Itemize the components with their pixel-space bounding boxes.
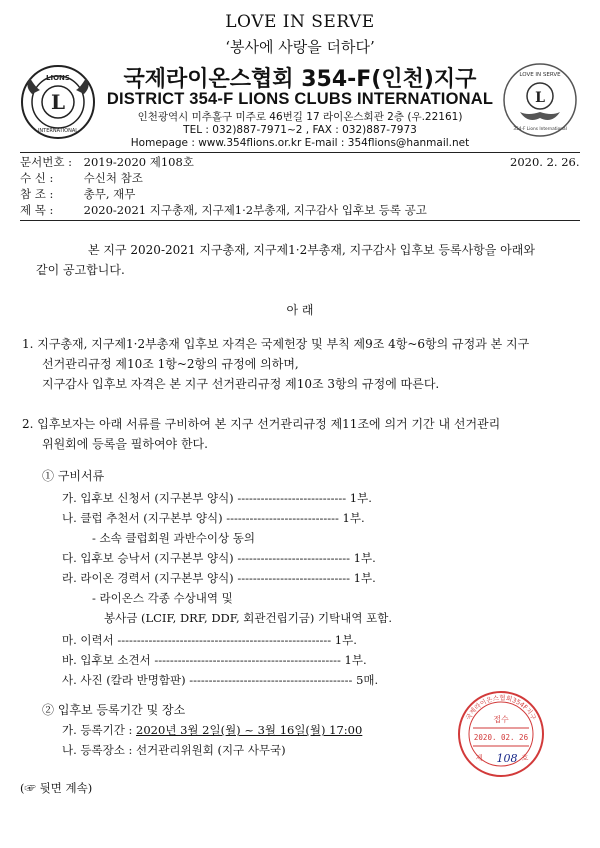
org-tel-fax: TEL : 032)887-7971~2 , FAX : 032)887-7973 bbox=[183, 124, 417, 136]
registration-place-label: 나. 등록장소 : bbox=[62, 743, 137, 757]
registration-period-row bbox=[62, 722, 362, 738]
doc-number-row bbox=[20, 155, 194, 170]
doc-date: 2020. 2. 26. bbox=[510, 155, 580, 169]
header-divider bbox=[20, 152, 580, 153]
registration-place-row bbox=[62, 742, 286, 758]
logo-right-letter: L bbox=[535, 90, 545, 106]
logo-left-letter: L bbox=[50, 90, 66, 114]
received-stamp bbox=[455, 688, 547, 780]
doc-item-statement: 바. 입후보 소견서 ------------------------------------------------ 1부. bbox=[62, 653, 367, 667]
org-name-korean: 국제라이온스협회 354-F(인천)지구 bbox=[123, 67, 477, 92]
doc-item-club-recommendation: 나. 클럽 추천서 (지구본부 양식) ----------------------------- 1부. bbox=[62, 511, 365, 525]
doc-item-photo: 사. 사진 (칼라 반명함판) ------------------------------------------ 5매. bbox=[62, 673, 379, 687]
subject-row bbox=[20, 203, 427, 218]
reference-label: 참 조 : bbox=[20, 187, 54, 201]
motto: LOVE IN SERVE bbox=[225, 12, 375, 32]
section2-line-2: 위원회에 등록을 필하여야 한다. bbox=[42, 437, 208, 451]
recipient-label: 수 신 : bbox=[20, 171, 54, 185]
logo-right-top: LOVE IN SERVE bbox=[519, 72, 561, 78]
intro-line-1: 본 지구 2020-2021 지구총재, 지구제1·2부총재, 지구감사 입후보 등록사항을 아래와 bbox=[88, 243, 535, 257]
subject: 2020-2021 지구총재, 지구제1·2부총재, 지구감사 입후보 등록 공고 bbox=[83, 203, 427, 217]
doc-item-note-donations: 봉사금 (LCIF, DRF, DDF, 회관건립기금) 기탁내역 포함. bbox=[104, 611, 393, 625]
section1-line-2: 선거관리규정 제10조 1항~2항의 규정에 의하며, bbox=[42, 357, 299, 371]
org-address: 인천광역시 미추홀구 미주로 46번길 17 라이온스회관 2층 (우.22161) bbox=[137, 111, 463, 123]
registration-period-value: 2020년 3월 2일(월) ~ 3월 16일(월) 17:00 bbox=[136, 723, 363, 737]
stamp-date: 2020. 02. 26 bbox=[473, 733, 529, 742]
intro-line-2: 같이 공고합니다. bbox=[36, 263, 125, 277]
doc-number-label: 문서번호 : bbox=[20, 155, 72, 169]
stamp-received: 접수 bbox=[493, 715, 509, 724]
registration-place-value: 선거관리위원회 (지구 사무국) bbox=[136, 743, 286, 757]
meta-divider bbox=[20, 220, 580, 221]
logo-left-bottom: INTERNATIONAL bbox=[37, 128, 79, 134]
section1-line-1: 1. 지구총재, 지구제1·2부총재 입후보 자격은 국제헌장 및 부칙 제9조 4항~6항의 규정과 본 지구 bbox=[22, 337, 530, 351]
recipient: 수신처 참조 bbox=[83, 171, 143, 185]
section1-line-3: 지구감사 입후보 자격은 본 지구 선거관리규정 제10조 3항의 규정에 따른다. bbox=[42, 377, 440, 391]
org-web-email: Homepage : www.354flions.or.kr E-mail : 354flions@hanmail.net bbox=[130, 137, 470, 149]
stamp-no-value: 108 bbox=[496, 752, 518, 765]
stamp-no-label: 제 bbox=[475, 754, 483, 762]
section2-line-1: 2. 입후보자는 아래 서류를 구비하여 본 지구 선거관리규정 제11조에 의거 기간 내 선거관리 bbox=[22, 417, 501, 431]
motto-korean: ‘봉사에 사랑을 더하다’ bbox=[225, 38, 375, 56]
doc-item-career: 라. 라이온 경력서 (지구본부 양식) ----------------------------- 1부. bbox=[62, 571, 376, 585]
lions-logo-left bbox=[20, 64, 96, 144]
logo-right-bottom: 354-F Lions International bbox=[513, 127, 567, 132]
doc-item-acceptance: 다. 입후보 승낙서 (지구본부 양식) ----------------------------- 1부. bbox=[62, 551, 376, 565]
stamp-org: 국제라이온스협회354F지구 bbox=[464, 693, 538, 722]
required-docs-heading: ① 구비서류 bbox=[42, 469, 105, 483]
doc-item-note-awards: - 라이온스 각종 수상내역 및 bbox=[92, 591, 233, 605]
doc-item-application: 가. 입후보 신청서 (지구본부 양식) ---------------------------- 1부. bbox=[62, 491, 372, 505]
registration-heading: ② 입후보 등록기간 및 장소 bbox=[42, 703, 186, 717]
reference: 총무, 재무 bbox=[83, 187, 136, 201]
doc-number: 2019-2020 제108호 bbox=[83, 155, 194, 169]
recipient-row bbox=[20, 171, 143, 186]
logo-left-top: LIONS bbox=[46, 74, 70, 82]
doc-item-resume: 마. 이력서 ------------------------------------------------------- 1부. bbox=[62, 633, 357, 647]
reference-row bbox=[20, 187, 135, 202]
subject-label: 제 목 : bbox=[20, 203, 54, 217]
notice-heading: 아 래 bbox=[286, 303, 314, 317]
stamp-no-suffix: 호 bbox=[521, 754, 529, 762]
doc-item-note-majority: - 소속 클럽회원 과반수이상 동의 bbox=[92, 531, 255, 545]
district-emblem-right bbox=[502, 62, 578, 142]
org-name-english: DISTRICT 354-F LIONS CLUBS INTERNATIONAL bbox=[106, 90, 494, 108]
continued-note: (☞ 뒷면 계속) bbox=[20, 781, 93, 795]
registration-period-label: 가. 등록기간 : bbox=[62, 723, 137, 737]
